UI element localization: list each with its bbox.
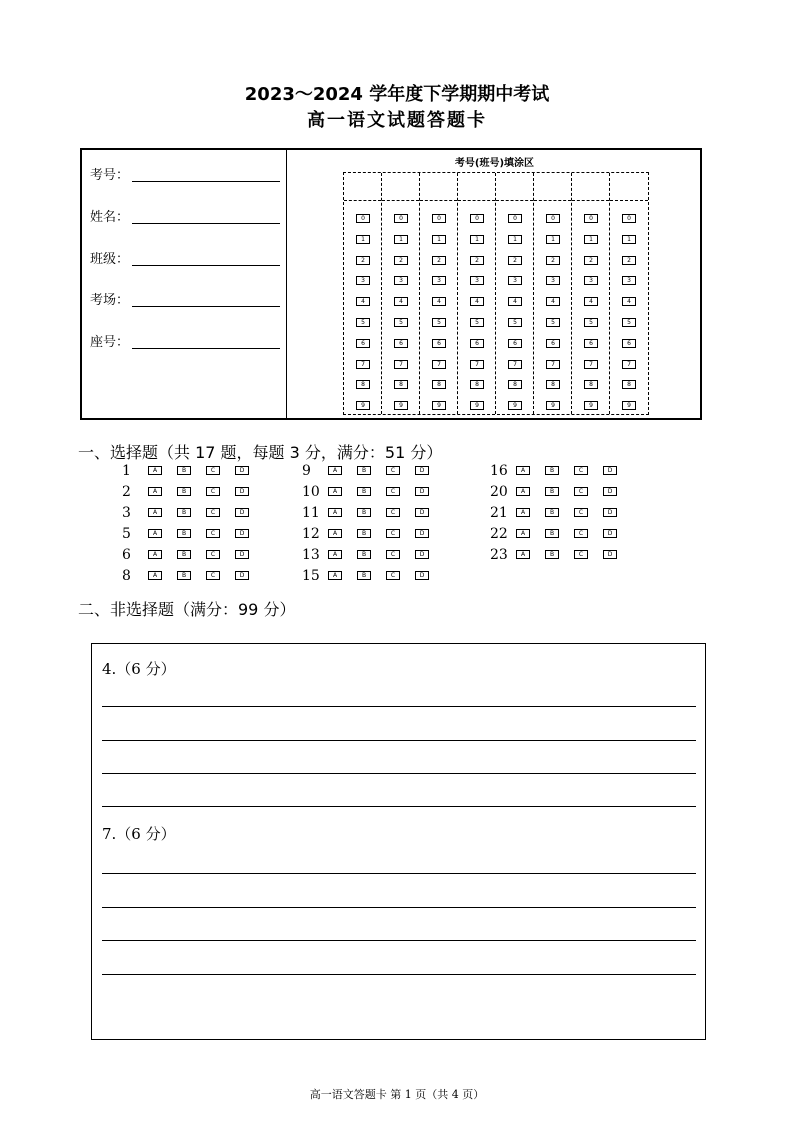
fill-column [572,173,610,414]
exam-number-field[interactable] [90,164,130,184]
option-bubble-c[interactable]: C [574,529,588,538]
digit-bubble-3[interactable]: 3 [508,276,522,285]
fill-column [344,173,382,414]
digit-bubble-8[interactable]: 8 [356,380,370,389]
digit-bubble-5[interactable]: 5 [432,318,446,327]
fill-column-header-cell[interactable] [420,173,457,201]
option-bubble-a[interactable]: A [328,550,342,559]
option-bubble-c[interactable]: C [206,529,220,538]
digit-bubble-3[interactable]: 3 [394,276,408,285]
digit-bubble-4[interactable]: 4 [394,297,408,306]
answer-line[interactable] [102,806,696,807]
digit-bubble-6[interactable]: 6 [394,339,408,348]
question-7-label: 7.（6 分） [102,825,176,843]
digit-bubble-5[interactable]: 5 [508,318,522,327]
option-bubble-a[interactable]: A [148,508,162,517]
option-bubble-c[interactable]: C [386,529,400,538]
option-bubble-c[interactable]: C [386,571,400,580]
option-bubble-d[interactable]: D [415,550,429,559]
digit-bubble-4[interactable]: 4 [546,297,560,306]
class-line[interactable] [132,265,280,266]
digit-bubble-6[interactable]: 6 [622,339,636,348]
option-bubble-c[interactable]: C [386,550,400,559]
exam-room-field[interactable] [90,289,130,309]
option-bubble-d[interactable]: D [415,487,429,496]
digit-bubble-6[interactable]: 6 [546,339,560,348]
digit-bubble-5[interactable]: 5 [622,318,636,327]
option-bubble-b[interactable]: B [357,550,371,559]
digit-bubble-9[interactable]: 9 [622,401,636,410]
digit-bubble-1[interactable]: 1 [622,235,636,244]
option-bubble-b[interactable]: B [357,508,371,517]
question-4-label: 4.（6 分） [102,660,176,678]
digit-bubble-9[interactable]: 9 [432,401,446,410]
option-bubble-a[interactable]: A [328,466,342,475]
digit-bubble-9[interactable]: 9 [394,401,408,410]
digit-bubble-6[interactable]: 6 [508,339,522,348]
exam-room-label: 考场： [90,293,130,308]
option-bubble-d[interactable]: D [235,550,249,559]
digit-bubble-1[interactable]: 1 [394,235,408,244]
student-info-fields [82,150,287,418]
digit-bubble-7[interactable]: 7 [622,360,636,369]
digit-bubble-7[interactable]: 7 [546,360,560,369]
name-label: 姓名： [90,210,130,225]
name-field[interactable] [90,206,130,226]
digit-bubble-2[interactable]: 2 [622,256,636,265]
option-bubble-d[interactable]: D [235,529,249,538]
digit-bubble-7[interactable]: 7 [470,360,484,369]
option-bubble-b[interactable]: B [545,466,559,475]
question-number: 11 [302,505,320,521]
option-bubble-c[interactable]: C [386,508,400,517]
digit-bubble-5[interactable]: 5 [584,318,598,327]
fill-column-header-cell[interactable] [344,173,381,201]
option-bubble-c[interactable]: C [206,487,220,496]
digit-bubble-8[interactable]: 8 [432,380,446,389]
option-bubble-a[interactable]: A [328,487,342,496]
answer-line[interactable] [102,706,696,707]
fill-column [382,173,420,414]
digit-bubble-6[interactable]: 6 [432,339,446,348]
option-bubble-c[interactable]: C [206,508,220,517]
option-bubble-a[interactable]: A [516,529,530,538]
exam-room-line[interactable] [132,306,280,307]
option-bubble-d[interactable]: D [415,508,429,517]
fill-column [534,173,572,414]
question-row [490,463,630,479]
digit-bubble-4[interactable]: 4 [432,297,446,306]
digit-bubble-3[interactable]: 3 [356,276,370,285]
fill-column-header-cell[interactable] [382,173,419,201]
class-field[interactable] [90,248,130,268]
digit-bubble-0[interactable]: 0 [508,214,522,223]
digit-bubble-2[interactable]: 2 [584,256,598,265]
question-row [490,505,630,521]
question-number: 20 [490,484,508,500]
option-bubble-a[interactable]: A [148,571,162,580]
option-bubble-d[interactable]: D [603,550,617,559]
exam-number-fill-grid [343,172,649,415]
digit-bubble-3[interactable]: 3 [470,276,484,285]
question-row [302,547,442,563]
question-number: 8 [122,568,131,584]
digit-bubble-1[interactable]: 1 [356,235,370,244]
digit-bubble-9[interactable]: 9 [356,401,370,410]
option-bubble-d[interactable]: D [235,508,249,517]
question-number: 5 [122,526,131,542]
option-bubble-c[interactable]: C [206,550,220,559]
digit-bubble-5[interactable]: 5 [470,318,484,327]
question-row [302,484,442,500]
option-bubble-b[interactable]: B [177,550,191,559]
option-bubble-b[interactable]: B [545,550,559,559]
option-bubble-a[interactable]: A [328,571,342,580]
fill-column [496,173,534,414]
section1-title: 一、选择题（共 17 题，每题 3 分，满分：51 分） [78,443,443,462]
option-bubble-c[interactable]: C [574,550,588,559]
digit-bubble-6[interactable]: 6 [470,339,484,348]
question-number: 23 [490,547,508,563]
question-row [490,547,630,563]
option-bubble-b[interactable]: B [357,487,371,496]
option-bubble-d[interactable]: D [603,466,617,475]
question-number: 3 [122,505,131,521]
option-bubble-a[interactable]: A [516,487,530,496]
fill-column-header-cell[interactable] [458,173,495,201]
option-bubble-a[interactable]: A [148,550,162,559]
digit-bubble-3[interactable]: 3 [584,276,598,285]
digit-bubble-3[interactable]: 3 [546,276,560,285]
digit-bubble-4[interactable]: 4 [470,297,484,306]
digit-bubble-7[interactable]: 7 [584,360,598,369]
option-bubble-d[interactable]: D [235,571,249,580]
digit-bubble-2[interactable]: 2 [546,256,560,265]
answer-line[interactable] [102,873,696,874]
question-row [122,526,262,542]
option-bubble-a[interactable]: A [328,508,342,517]
digit-bubble-1[interactable]: 1 [470,235,484,244]
fill-column-header-cell[interactable] [572,173,609,201]
digit-bubble-9[interactable]: 9 [546,401,560,410]
digit-bubble-8[interactable]: 8 [584,380,598,389]
question-row [122,463,262,479]
digit-bubble-6[interactable]: 6 [584,339,598,348]
student-info-box [80,148,702,420]
digit-bubble-2[interactable]: 2 [470,256,484,265]
page-footer: 高一语文答题卡 第 1 页（共 4 页） [309,1088,485,1101]
question-number: 12 [302,526,320,542]
fill-area-title: 考号(班号)填涂区 [454,158,535,169]
option-bubble-a[interactable]: A [148,466,162,475]
digit-bubble-0[interactable]: 0 [394,214,408,223]
question-row [490,526,630,542]
question-number: 16 [490,463,508,479]
option-bubble-c[interactable]: C [574,487,588,496]
option-bubble-b[interactable]: B [545,508,559,517]
digit-bubble-8[interactable]: 8 [546,380,560,389]
section2-title: 二、非选择题（满分：99 分） [78,600,296,619]
fill-column-header-cell[interactable] [496,173,533,201]
option-bubble-a[interactable]: A [148,529,162,538]
option-bubble-c[interactable]: C [574,508,588,517]
option-bubble-b[interactable]: B [177,508,191,517]
option-bubble-a[interactable]: A [516,508,530,517]
option-bubble-a[interactable]: A [148,487,162,496]
digit-bubble-2[interactable]: 2 [432,256,446,265]
answer-box [91,643,706,1040]
digit-bubble-5[interactable]: 5 [356,318,370,327]
option-bubble-d[interactable]: D [235,487,249,496]
option-bubble-d[interactable]: D [415,466,429,475]
option-bubble-d[interactable]: D [415,571,429,580]
question-row [122,547,262,563]
answer-line[interactable] [102,907,696,908]
fill-column [420,173,458,414]
digit-bubble-1[interactable]: 1 [432,235,446,244]
question-number: 2 [122,484,131,500]
digit-bubble-8[interactable]: 8 [622,380,636,389]
fill-column-header-cell[interactable] [534,173,571,201]
option-bubble-a[interactable]: A [516,550,530,559]
digit-bubble-8[interactable]: 8 [470,380,484,389]
option-bubble-d[interactable]: D [603,487,617,496]
option-bubble-a[interactable]: A [516,466,530,475]
name-line[interactable] [132,223,280,224]
exam-title: 2023～2024 学年度下学期期中考试 [244,84,550,105]
digit-bubble-5[interactable]: 5 [546,318,560,327]
answer-line[interactable] [102,974,696,975]
class-label: 班级： [90,252,130,267]
option-bubble-c[interactable]: C [574,466,588,475]
option-bubble-d[interactable]: D [603,529,617,538]
question-row [490,484,630,500]
digit-bubble-1[interactable]: 1 [508,235,522,244]
digit-bubble-8[interactable]: 8 [508,380,522,389]
digit-bubble-9[interactable]: 9 [470,401,484,410]
question-row [302,463,442,479]
answer-line[interactable] [102,940,696,941]
digit-bubble-4[interactable]: 4 [584,297,598,306]
digit-bubble-0[interactable]: 0 [356,214,370,223]
question-row [122,568,262,584]
answer-line[interactable] [102,740,696,741]
digit-bubble-0[interactable]: 0 [546,214,560,223]
option-bubble-b[interactable]: B [357,466,371,475]
question-row [302,568,442,584]
fill-column [610,173,648,414]
question-row [302,505,442,521]
option-bubble-d[interactable]: D [603,508,617,517]
digit-bubble-0[interactable]: 0 [622,214,636,223]
digit-bubble-7[interactable]: 7 [394,360,408,369]
fill-column-header-cell[interactable] [610,173,648,201]
fill-column [458,173,496,414]
option-bubble-b[interactable]: B [177,466,191,475]
question-number: 22 [490,526,508,542]
digit-bubble-7[interactable]: 7 [356,360,370,369]
question-number: 9 [302,463,311,479]
question-number: 10 [302,484,320,500]
seat-line[interactable] [132,348,280,349]
digit-bubble-9[interactable]: 9 [584,401,598,410]
digit-bubble-3[interactable]: 3 [432,276,446,285]
option-bubble-a[interactable]: A [328,529,342,538]
option-bubble-c[interactable]: C [386,487,400,496]
digit-bubble-0[interactable]: 0 [584,214,598,223]
question-number: 1 [122,463,131,479]
option-bubble-b[interactable]: B [177,571,191,580]
seat-label: 座号： [90,335,130,350]
digit-bubble-0[interactable]: 0 [432,214,446,223]
digit-bubble-2[interactable]: 2 [508,256,522,265]
digit-bubble-1[interactable]: 1 [584,235,598,244]
option-bubble-d[interactable]: D [415,529,429,538]
seat-field[interactable] [90,331,130,351]
digit-bubble-4[interactable]: 4 [622,297,636,306]
digit-bubble-7[interactable]: 7 [508,360,522,369]
exam-number-line[interactable] [132,181,280,182]
option-bubble-c[interactable]: C [206,466,220,475]
digit-bubble-2[interactable]: 2 [394,256,408,265]
digit-bubble-4[interactable]: 4 [508,297,522,306]
option-bubble-b[interactable]: B [545,529,559,538]
question-number: 6 [122,547,131,563]
digit-bubble-5[interactable]: 5 [394,318,408,327]
question-number: 13 [302,547,320,563]
question-row [122,484,262,500]
question-row [302,526,442,542]
option-bubble-c[interactable]: C [386,466,400,475]
digit-bubble-2[interactable]: 2 [356,256,370,265]
option-bubble-b[interactable]: B [545,487,559,496]
option-bubble-d[interactable]: D [235,466,249,475]
digit-bubble-4[interactable]: 4 [356,297,370,306]
digit-bubble-9[interactable]: 9 [508,401,522,410]
digit-bubble-0[interactable]: 0 [470,214,484,223]
digit-bubble-7[interactable]: 7 [432,360,446,369]
option-bubble-c[interactable]: C [206,571,220,580]
option-bubble-b[interactable]: B [357,571,371,580]
exam-number-label: 考号： [90,168,130,183]
answer-line[interactable] [102,773,696,774]
option-bubble-b[interactable]: B [177,487,191,496]
digit-bubble-3[interactable]: 3 [622,276,636,285]
question-row [122,505,262,521]
digit-bubble-8[interactable]: 8 [394,380,408,389]
question-number: 15 [302,568,320,584]
question-number: 21 [490,505,508,521]
card-title: 高一语文试题答题卡 [307,110,487,131]
digit-bubble-6[interactable]: 6 [356,339,370,348]
digit-bubble-1[interactable]: 1 [546,235,560,244]
option-bubble-b[interactable]: B [357,529,371,538]
option-bubble-b[interactable]: B [177,529,191,538]
